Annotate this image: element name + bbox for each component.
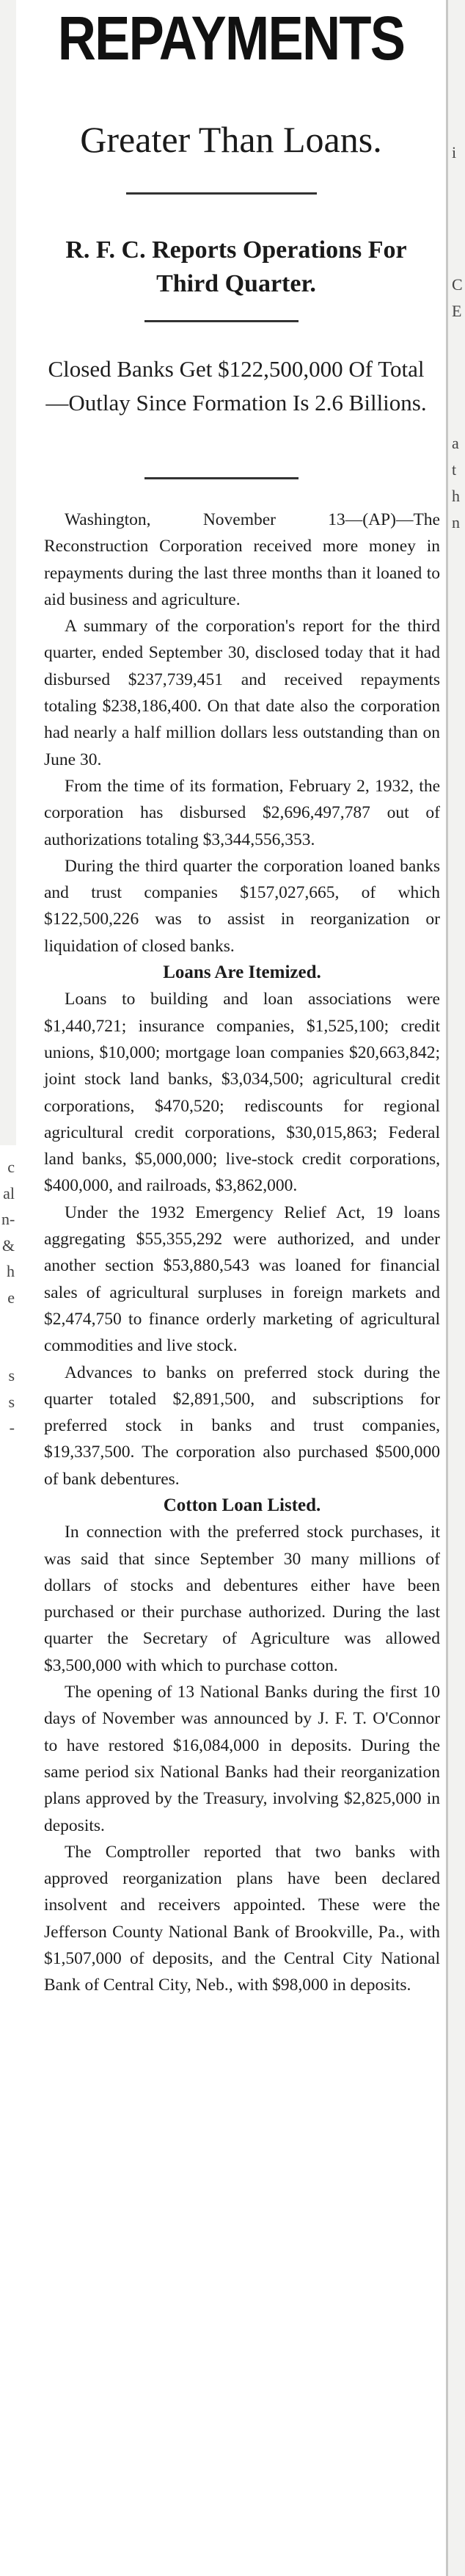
fragment — [452, 324, 465, 351]
divider-rule — [144, 320, 299, 322]
fragment: h — [7, 1262, 15, 1280]
subheadline: Greater Than Loans. — [80, 119, 382, 160]
paragraph: The opening of 13 National Banks during the first 10 days of November was announced by J. F. T. O'Connor to have restored $16,084,000 in deposits. During the same period six National Banks had their reorganization plans approved by the Treasury, involving $2,825,000 in deposits. — [44, 1683, 440, 1835]
paragraph: The Comptroller reported that two banks with approved reorganization plans have been declared insolvent and receivers appointed. These were the Jefferson County National Bank of Brookville, Pa., with $1,507,000 of deposits, and the Central City National Bank of Central City, Neb., with $98,000 in deposits. — [44, 1842, 440, 1995]
fragment: & — [1, 1236, 15, 1255]
adjacent-column-right-fragments — [452, 139, 465, 536]
paragraph: Advances to banks on preferred stock during the quarter totaled $2,891,500, and subscriptions for preferred stock in banks and trust companies, $19,337,500. The corporation also purchased $500,000 of bank debentures. — [44, 1363, 440, 1489]
fragment — [1, 1337, 15, 1363]
fragment: e — [7, 1288, 15, 1307]
section-heading-loans: Loans Are Itemized. — [163, 962, 321, 983]
divider-rule — [144, 477, 299, 479]
fragment: C — [452, 275, 463, 294]
paragraph: Washington, November 13—(AP)—The Reconstruction Corporation received more money in repayments during the last three months than it loaned to aid business and agriculture. — [44, 510, 440, 609]
fragment: a — [452, 434, 459, 452]
article-column — [16, 0, 446, 2576]
adjacent-column-left-fragments — [1, 1154, 15, 1467]
fragment: al — [3, 1183, 15, 1202]
paragraph: Under the 1932 Emergency Relief Act, 19 loans aggregating $55,355,292 were authorized, and under another section $53,880,543 was loaned for financial sales of agricultural surpluses in foreign markets and $2,474,750 to finance orderly marketing of agricultural commodities and live stock. — [44, 1202, 440, 1356]
column-divider — [446, 0, 448, 2576]
fragment — [452, 377, 465, 404]
fragment: n- — [1, 1210, 15, 1228]
fragment — [1, 1441, 15, 1467]
fragment: s — [8, 1392, 15, 1411]
fragment: h — [452, 487, 460, 505]
section-heading-cotton: Cotton Loan Listed. — [163, 1495, 321, 1515]
fragment: n — [452, 513, 460, 531]
fragment: i — [452, 143, 457, 162]
paragraph: Loans to building and loan associations were $1,440,721; insurance companies, $1,525,100; credit unions, $10,000; mortgage loan companies $20,663,842; joint stock land banks, $3,034,500; agricultural credit corporations, $470,520; rediscounts for regional agricultural credit corporations, $30,015,863; Federal land banks, $5,000,000; live-stock credit corporations, $400,000, and railroads, $3,862,000. — [44, 990, 440, 1196]
fragment: t — [452, 460, 457, 479]
article-body — [44, 507, 440, 1999]
fragment: c — [7, 1158, 15, 1176]
fragment — [1, 1310, 15, 1337]
fragment — [452, 404, 465, 430]
deck-secondary: Closed Banks Get $122,500,000 Of Total—Outlay Since Formation Is 2.6 Billions. — [45, 356, 427, 416]
fragment — [452, 166, 465, 192]
fragment: - — [9, 1418, 15, 1437]
paragraph: From the time of its formation, February 2, 1932, the corporation has disbursed $2,696,497,787 out of authorizations totaling $3,344,556,353. — [44, 776, 440, 849]
deck-primary: R. F. C. Reports Operations For Third Quarter. — [65, 236, 407, 297]
fragment — [452, 192, 465, 219]
paragraph: During the third quarter the corporation loaned banks and trust companies $157,027,665, of which $122,500,226 was to assist in reorganization or liquidation of closed banks. — [44, 856, 440, 956]
fragment — [452, 245, 465, 272]
divider-rule — [126, 192, 317, 195]
headline: REPAYMENTS — [57, 4, 405, 73]
fragment: s — [8, 1366, 15, 1385]
fragment — [452, 351, 465, 377]
paragraph: A summary of the corporation's report for the third quarter, ended September 30, disclosed today that it had disbursed $237,739,451 and received repayments totaling $238,186,400. On that date also the corporation had nearly a half million dollars less outstanding than on June 30. — [44, 617, 440, 769]
fragment — [452, 219, 465, 245]
paragraph: In connection with the preferred stock purchases, it was said that since September 30 many millions of dollars of stocks and debentures either have been purchased or their purchase authorized. During the last quarter the Secretary of Agriculture was allowed $3,500,000 with which to purchase cotton. — [44, 1523, 440, 1675]
fragment: E — [452, 302, 462, 320]
